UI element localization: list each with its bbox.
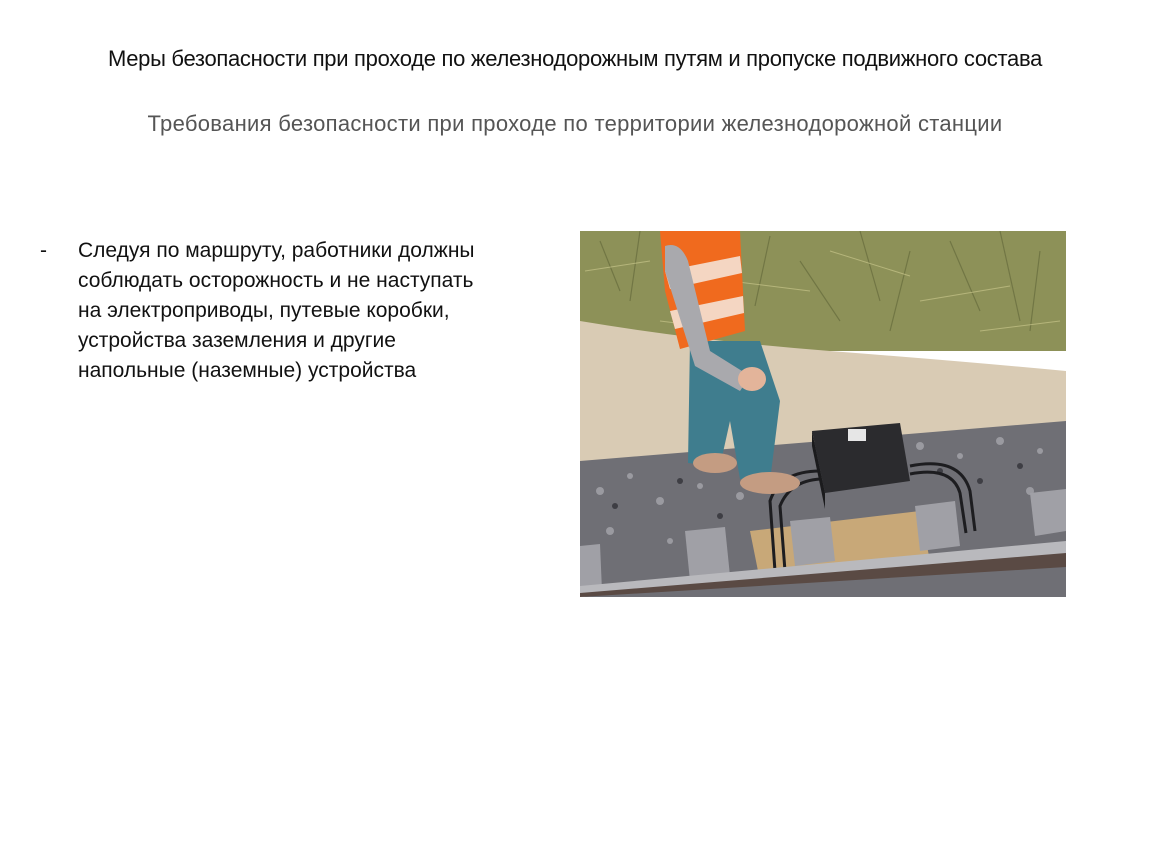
bullet-marker: -	[40, 239, 47, 262]
railway-worker-illustration	[580, 231, 1066, 597]
bullet-text: Следуя по маршруту, работники должны соблюдать осторожность и не наступать на электроприводы, путевые коробки, устройства заземления и другие напольные (наземные) устройства	[78, 239, 475, 382]
slide-title: Меры безопасности при проходе по железнодорожным путям и пропуске подвижного состава	[107, 46, 1043, 71]
bullet-list-item	[40, 236, 500, 386]
slide-subtitle: Требования безопасности при проходе по территории железнодорожной станции	[147, 111, 1003, 136]
